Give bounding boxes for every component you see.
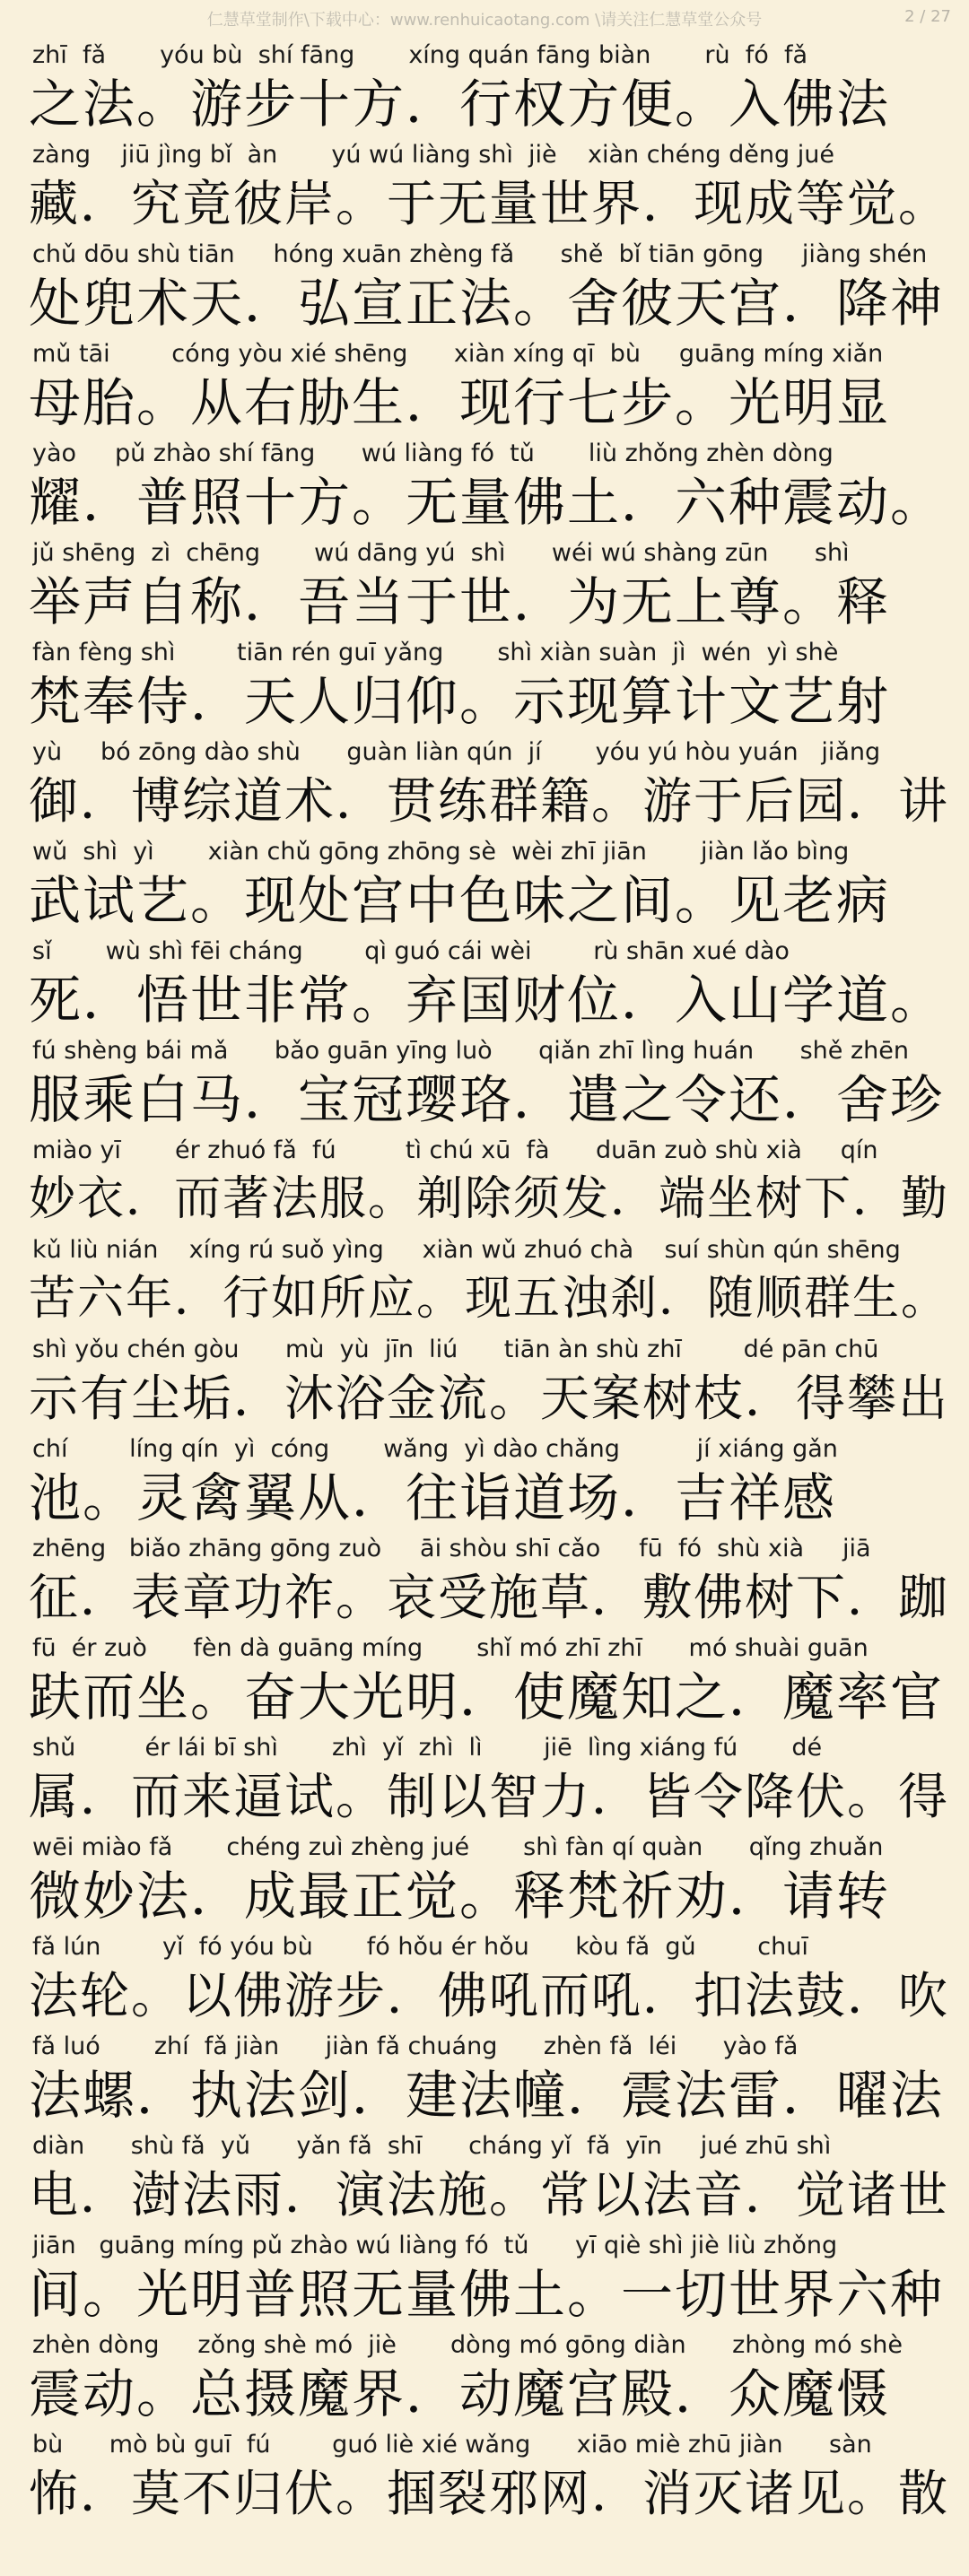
verse-line	[29, 1234, 950, 1334]
pinyin-line: zhēng biǎo zhāng gōng zuò āi shòu shī cǎo fū fó shù xià jiā	[32, 1535, 871, 1562]
hanzi-line: 耀．普照十方。无量佛土．六种震动。	[29, 472, 945, 533]
verse-line	[29, 1334, 950, 1433]
pinyin-line: bù mò bù guī fú guó liè xié wǎng xiāo miè zhū jiàn sàn	[32, 2431, 872, 2459]
pinyin-line: kǔ liù nián xíng rú suǒ yìng xiàn wǔ zhuó chà suí shùn qún shēng	[32, 1236, 901, 1264]
verse-line	[29, 438, 947, 537]
verse-line	[29, 2031, 947, 2130]
verse-line	[29, 1035, 947, 1135]
hanzi-line: 间。光明普照无量佛土。一切世界六种	[29, 2264, 945, 2325]
pinyin-line: jiān guāng míng pǔ zhào wú liàng fó tǔ yī qiè shì jiè liù zhǒng	[32, 2232, 838, 2259]
hanzi-line: 征．表章功祚。哀受施草．敷佛树下．跏	[29, 1569, 950, 1626]
hanzi-line: 之法。游步十方．行权方便。入佛法	[29, 74, 891, 135]
hanzi-line: 示有尘垢．沐浴金流。天案树枝．得攀出	[29, 1370, 950, 1427]
pinyin-line: chǔ dōu shù tiān hóng xuān zhèng fǎ shě bǐ tiān gōng jiàng shén	[32, 240, 928, 268]
hanzi-line: 藏．究竟彼岸。于无量世界．现成等觉。	[29, 175, 950, 232]
verse-line	[29, 2230, 947, 2329]
pinyin-line: chí líng qín yì cóng wǎng yì dào chǎng jí xiáng gǎn	[32, 1435, 838, 1463]
hanzi-line: 服乘白马．宝冠璎珞．遣之令还．舍珍	[29, 1069, 945, 1130]
verse-line	[29, 2329, 947, 2429]
pinyin-line: fǎ luó zhí fǎ jiàn jiàn fǎ chuáng zhèn fǎ léi yào fǎ	[32, 2032, 799, 2060]
hanzi-line: 电．澍法雨．演法施。常以法音．觉诸世	[29, 2166, 950, 2224]
verse-line	[29, 1632, 947, 1732]
hanzi-line: 处兜术天．弘宣正法。舍彼天宫．降神	[29, 273, 945, 334]
header-title: 仁慧草堂制作\下载中心：www.renhuicaotang.com \请关注仁慧草堂公众号	[206, 11, 763, 30]
pinyin-line: shǔ ér lái bī shì zhì yǐ zhì lì jiē lìng xiáng fú dé	[32, 1734, 823, 1762]
hanzi-line: 法螺．执法剑．建法幢．震法雷．曜法	[29, 2065, 945, 2126]
verse-line	[29, 1433, 947, 1533]
hanzi-line: 武试艺。现处宫中色味之间。见老病	[29, 870, 891, 931]
sutra-text	[29, 39, 950, 2528]
pinyin-line: fàn fèng shì tiān rén guī yǎng shì xiàn suàn jì wén yì shè	[32, 639, 839, 666]
verse-line	[29, 836, 947, 936]
pinyin-line: yào pǔ zhào shí fāng wú liàng fó tǔ liù zhǒng zhèn dòng	[32, 439, 834, 467]
hanzi-line: 死．悟世非常。弃国财位．入山学道。	[29, 970, 945, 1031]
pinyin-line: wǔ shì yì xiàn chǔ gōng zhōng sè wèi zhī jiān jiàn lǎo bìng	[32, 838, 850, 866]
hanzi-line: 妙衣．而著法服。剃除须发．端坐树下．勤	[29, 1172, 950, 1226]
verse-line	[29, 39, 947, 139]
pinyin-line: diàn shù fǎ yǔ yǎn fǎ shī cháng yǐ fǎ yīn jué zhū shì	[32, 2132, 832, 2160]
verse-line	[29, 239, 947, 338]
hanzi-line: 震动。总摄魔界．动魔宫殿．众魔慑	[29, 2363, 891, 2424]
pinyin-line: zhī fǎ yóu bù shí fāng xíng quán fāng biàn rù fó fǎ	[32, 41, 808, 69]
pinyin-line: zàng jiū jìng bǐ àn yú wú liàng shì jiè xiàn chéng děng jué	[32, 141, 834, 169]
hanzi-line: 池。灵禽翼从．往诣道场．吉祥感	[29, 1467, 837, 1528]
pinyin-line: fǎ lún yǐ fó yóu bù fó hǒu ér hǒu kòu fǎ gǔ chuī	[32, 1933, 808, 1961]
hanzi-line: 苦六年．行如所应。现五浊刹．随顺群生。	[29, 1272, 950, 1326]
verse-line	[29, 936, 947, 1035]
pinyin-line: yù bó zōng dào shù guàn liàn qún jí yóu yú hòu yuán jiǎng	[32, 738, 881, 766]
pinyin-line: fú shèng bái mǎ bǎo guān yīng luò qiǎn zhī lìng huán shě zhēn	[32, 1037, 909, 1065]
verse-line	[29, 338, 947, 438]
hanzi-line: 御．博综道术．贯练群籍。游于后园．讲	[29, 772, 950, 830]
page-header	[0, 0, 969, 36]
verse-line	[29, 2429, 950, 2528]
pinyin-line: shì yǒu chén gòu mù yù jīn liú tiān àn shù zhī dé pān chū	[32, 1336, 879, 1363]
pinyin-line: jǔ shēng zì chēng wú dāng yú shì wéi wú shàng zūn shì	[32, 539, 850, 567]
verse-line	[29, 736, 950, 836]
verse-line	[29, 637, 947, 736]
hanzi-line: 梵奉侍．天人归仰。示现算计文艺射	[29, 671, 891, 732]
pinyin-line: mǔ tāi cóng yòu xié shēng xiàn xíng qī bù guāng míng xiǎn	[32, 340, 884, 368]
pinyin-line: fū ér zuò fèn dà guāng míng shǐ mó zhī zhī mó shuài guān	[32, 1634, 869, 1662]
verse-line	[29, 1732, 950, 1832]
hanzi-line: 怖．莫不归伏。掴裂邪网．消灭诸见。散	[29, 2465, 950, 2522]
verse-line	[29, 2130, 950, 2230]
verse-line	[29, 1135, 950, 1234]
pinyin-line: sǐ wù shì fēi cháng qì guó cái wèi rù shān xué dào	[32, 937, 790, 965]
page-number: 2 / 27	[904, 7, 951, 26]
hanzi-line: 举声自称．吾当于世．为无上尊。释	[29, 571, 891, 632]
pinyin-line: miào yī ér zhuó fǎ fú tì chú xū fà duān zuò shù xià qín	[32, 1136, 878, 1164]
hanzi-line: 法轮。以佛游步．佛吼而吼．扣法鼓．吹	[29, 1967, 950, 2024]
hanzi-line: 微妙法．成最正觉。释梵祈劝．请转	[29, 1866, 891, 1927]
hanzi-line: 母胎。从右胁生．现行七步。光明显	[29, 372, 891, 433]
hanzi-line: 趺而坐。奋大光明．使魔知之．魔率官	[29, 1667, 945, 1727]
verse-line	[29, 1832, 947, 1931]
verse-line	[29, 1533, 950, 1632]
verse-line	[29, 139, 950, 239]
verse-line	[29, 537, 947, 637]
hanzi-line: 属．而来逼试。制以智力．皆令降伏。得	[29, 1768, 950, 1825]
pinyin-line: zhèn dòng zǒng shè mó jiè dòng mó gōng diàn zhòng mó shè	[32, 2331, 903, 2359]
pinyin-line: wēi miào fǎ chéng zuì zhèng jué shì fàn qí quàn qǐng zhuǎn	[32, 1833, 884, 1861]
verse-line	[29, 1931, 950, 2031]
